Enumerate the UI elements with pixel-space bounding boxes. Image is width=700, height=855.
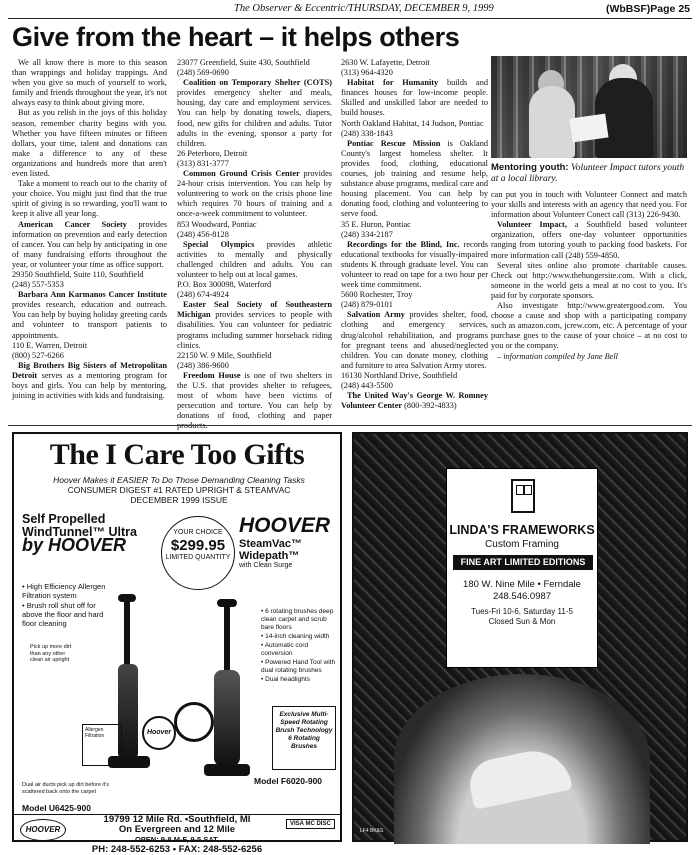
article-column-4 bbox=[491, 190, 687, 420]
article-paragraph bbox=[341, 129, 488, 139]
organization-name: Easter Seal Society of Southeastern Michigan bbox=[177, 300, 332, 320]
organization-name: American Cancer Society bbox=[18, 219, 127, 229]
article-paragraph bbox=[341, 230, 488, 240]
model-number-windtunnel: Model U6425-900 bbox=[22, 803, 91, 813]
paragraph-text: (248) 674-4924 bbox=[177, 290, 229, 300]
paragraph-text: But as you relish in the joys of this holiday season, remember charity begins with you. Whether you have fifteen minutes or fifteen dollars, your time, talent and donations can make a difference to any of these organizations and hundreds more that aren't even listed. bbox=[12, 108, 167, 179]
steamvac-base bbox=[204, 764, 250, 776]
model-number-steamvac: Model F6020-900 bbox=[254, 776, 323, 786]
article-paragraph bbox=[177, 240, 332, 280]
article-paragraph bbox=[12, 270, 167, 280]
paragraph-text: Several sites online also promote charitable causes. Check out http://www.thehungersite.com. With a click, someone in the world gets a meal at no cost to you. It's paid for by corporate sponsors. bbox=[491, 260, 687, 300]
article-paragraph bbox=[12, 108, 167, 179]
frameworks-advertisement bbox=[352, 432, 688, 842]
feature-item: • Powered Hand Tool with dual rotating brushes bbox=[261, 659, 336, 674]
organization-name: Special Olympics bbox=[183, 239, 255, 249]
paragraph-text: 853 Woodward, Pontiac bbox=[177, 219, 257, 229]
frame-logo-icon bbox=[511, 479, 535, 513]
article-paragraph bbox=[177, 159, 332, 169]
steamvac-features bbox=[261, 608, 337, 685]
paragraph-text: provides information on prevention and early detection of cancer. You can help by anticipating in one of many fundraising efforts throughout the year, or volunteer your time as office support. bbox=[12, 219, 167, 269]
article-paragraph bbox=[177, 220, 332, 230]
windtunnel-features bbox=[22, 582, 118, 629]
article-paragraph bbox=[341, 58, 488, 68]
paragraph-text: provides 24-hour crisis intervention. You can help by volunteering to work on the crisis phone line which requires 70 hours of training and a once-a-week commitment to volunteer. bbox=[177, 169, 332, 219]
price-burst bbox=[161, 516, 235, 590]
shop-phone: 248.546.0987 bbox=[492, 591, 552, 602]
windtunnel-line-2: WindTunnel™ Ultra bbox=[22, 525, 137, 539]
burst-note: LIMITED QUANTITY bbox=[165, 554, 231, 561]
caption-lead: Mentoring youth: bbox=[491, 162, 569, 173]
article-paragraph bbox=[341, 119, 488, 129]
paragraph-text: 23077 Greenfield, Suite 430, Southfield bbox=[177, 58, 310, 67]
ad-subtitle-line-2: CONSUMER DIGEST #1 RATED UPRIGHT & STEAMVAC bbox=[67, 485, 291, 495]
feature-item: • 14-inch cleaning width bbox=[261, 633, 330, 640]
feature-item: • Brush roll shut off for above the floor and hard floor cleaning bbox=[22, 601, 104, 628]
article-paragraph bbox=[12, 290, 167, 340]
paragraph-text: can put you in touch with Volunteer Connect and match your skills and interests with an agency that need you. For information about Volunteer Conect call (313) 226-9430. bbox=[491, 190, 687, 220]
mentoring-photo bbox=[491, 56, 687, 158]
paragraph-text: 2630 W. Lafayette, Detroit bbox=[341, 58, 430, 67]
article-paragraph bbox=[12, 179, 167, 219]
paragraph-text: Also investigate http://www.greatergood.com. You choose a cause and shop with a participating company such as amazon.com, jcrew.com, etc. A percentage of your purchase goes to the cause of your choice – at no cost to you or the company. bbox=[491, 301, 687, 351]
paragraph-text: provides emergency shelter and meals, housing, day care and employment services. You can help by donating towels, diapers, food, new gifts for children and adults. Tutor adults in the evening, sponsor a party for children. bbox=[177, 88, 332, 148]
paragraph-text: is Oakland County's largest homeless shelter. It provides food, clothing, educational courses, job training and resume help, substance abuse programs, medical care and housing placement. You can help by donating food, clothing and volunteering to serve food. bbox=[341, 138, 488, 219]
article-paragraph bbox=[177, 300, 332, 350]
article-paragraph bbox=[177, 68, 332, 78]
article-paragraph bbox=[341, 240, 488, 290]
store-cross-streets: On Evergreen and 12 Mile bbox=[118, 824, 236, 835]
paragraph-text: (248) 386-9600 bbox=[177, 360, 229, 370]
paragraph-text: (248) 569-0690 bbox=[177, 68, 229, 78]
steamvac-handle bbox=[224, 604, 230, 674]
pickup-note: Pick up more dirt than any other clean air upright bbox=[30, 644, 72, 663]
steamvac-tag: with Clean Surge bbox=[239, 562, 293, 569]
organization-name: Common Ground Crisis Center bbox=[183, 169, 300, 179]
burst-label: YOUR CHOICE bbox=[173, 529, 223, 536]
article-paragraph bbox=[177, 230, 332, 240]
article-column-3 bbox=[341, 58, 488, 423]
feature-item: • Dual headlights bbox=[261, 676, 310, 683]
masthead-paper: The Observer & Eccentric/THURSDAY, DECEMBER 9, 1999 bbox=[234, 3, 494, 14]
shop-tagline: Custom Framing bbox=[485, 539, 559, 550]
paragraph-text: 5600 Rochester, Troy bbox=[341, 290, 413, 300]
paragraph-text: (313) 831-3777 bbox=[177, 158, 229, 168]
article-paragraph bbox=[491, 261, 687, 301]
organization-name: Habitat for Humanity bbox=[347, 78, 439, 88]
article-paragraph bbox=[177, 351, 332, 361]
paragraph-text: North Oakland Habitat, 14 Judson, Pontiac bbox=[341, 118, 484, 128]
caption-text: Volunteer Impact tutors youth at a local library. bbox=[491, 163, 685, 184]
paragraph-text: (800) 527-6266 bbox=[12, 350, 64, 360]
article-paragraph bbox=[341, 310, 488, 371]
organization-name: Big Brothers Big Sisters of Metropolitan Detroit bbox=[12, 360, 167, 380]
filtration-inset: Allergen Filtration bbox=[82, 724, 122, 766]
article-paragraph bbox=[491, 352, 687, 362]
article-paragraph bbox=[177, 149, 332, 159]
ad-subtitle-line-3: DECEMBER 1999 ISSUE bbox=[130, 495, 228, 505]
organization-name: Volunteer Impact, bbox=[497, 220, 567, 230]
paragraph-text: (248) 879-0101 bbox=[341, 300, 393, 310]
store-street: 19799 12 Mile Rd. •Southfield, MI bbox=[103, 814, 251, 825]
windtunnel-line-1: Self Propelled bbox=[22, 512, 106, 526]
article-paragraph bbox=[177, 58, 332, 68]
paragraph-text: (800-392-4833) bbox=[404, 401, 457, 411]
organization-name: Pontiac Rescue Mission bbox=[347, 138, 441, 148]
organization-name: Recordings for the Blind, Inc. bbox=[347, 239, 460, 249]
article-paragraph bbox=[177, 290, 332, 300]
feature-item: • Automatic cord conversion bbox=[261, 642, 309, 657]
article-paragraph bbox=[12, 220, 167, 270]
article-paragraph bbox=[341, 371, 488, 381]
shop-hours bbox=[447, 607, 597, 627]
photo-caption bbox=[491, 162, 687, 185]
paragraph-text: (248) 557-5353 bbox=[12, 280, 64, 290]
paragraph-text: (248) 338-1843 bbox=[341, 128, 393, 138]
article-paragraph bbox=[177, 169, 332, 219]
ad-title: The I Care Too Gifts bbox=[49, 438, 305, 471]
shop-hours-closed: Closed Sun & Mon bbox=[488, 617, 556, 626]
paragraph-text: a Southfield based volunteer organization, offers one-day volunteer opportunities ranging from tutoring youth to packing food baskets. For more information call (248) 559-4850. bbox=[491, 220, 687, 260]
paragraph-text: 35 E. Huron, Pontiac bbox=[341, 219, 411, 229]
organization-name: Freedom House bbox=[183, 370, 241, 380]
windtunnel-heading bbox=[22, 512, 137, 555]
article-paragraph bbox=[341, 68, 488, 78]
paragraph-text: 29350 Southfield, Suite 110, Southfield bbox=[12, 269, 144, 279]
masthead-edition: (WbBSF)Page 25 bbox=[605, 3, 690, 15]
article-paragraph bbox=[12, 280, 167, 290]
frameworks-panel bbox=[446, 468, 598, 668]
organization-name: Coalition on Temporary Shelter (COTS) bbox=[183, 78, 332, 88]
article-paragraph bbox=[491, 301, 687, 351]
steamvac-hose bbox=[174, 702, 214, 742]
masthead bbox=[8, 3, 692, 19]
rotating-brush-badge bbox=[272, 706, 336, 770]
article-paragraph bbox=[177, 78, 332, 149]
steamvac-body bbox=[214, 670, 240, 766]
air-duct-note: Dual air ducts pick up dirt before it's scattered back onto the carpet bbox=[22, 782, 109, 795]
paragraph-text: – information compiled by Jane Bell bbox=[497, 351, 618, 361]
feature-item: • 6 rotating brushes deep clean carpet and scrub bare floors bbox=[261, 608, 334, 631]
shop-hours-open: Tues-Fri 10-6, Saturday 11-5 bbox=[471, 607, 573, 616]
ad-subtitle-line-1: Hoover Makes it EASIER To Do Those Demanding Cleaning Tasks bbox=[53, 475, 305, 485]
windtunnel-vacuum-handle bbox=[124, 599, 130, 669]
paragraph-text: Take a moment to reach out to the charity of your choice. You might just find that the true spirit of giving is so rewarding, you'll want to keep it alive all year long. bbox=[12, 179, 167, 219]
article-paragraph bbox=[12, 361, 167, 401]
article-paragraph bbox=[341, 391, 488, 411]
steamvac-model: SteamVac™ Widepath™ bbox=[239, 538, 302, 562]
article-paragraph bbox=[12, 351, 167, 361]
article-column-2 bbox=[177, 58, 333, 431]
hoover-advertisement bbox=[12, 432, 342, 855]
ad-code: LF4 BK&S bbox=[360, 828, 384, 834]
shop-street: 180 W. Nine Mile • Ferndale bbox=[463, 579, 581, 590]
badge-foot: 6 Rotating Brushes bbox=[288, 735, 320, 750]
ad-subtitle bbox=[24, 475, 334, 505]
paragraph-text: is one of two shelters in the U.S. that provides shelter to refugees, most of whom have been victims of persecution and torture. You can help by donations of food, clothing and paper products. bbox=[177, 370, 332, 431]
feature-item: • High Efficiency Allergen Filtration system bbox=[22, 582, 106, 600]
steamvac-brand: HOOVER bbox=[239, 514, 331, 537]
paragraph-text: serves as a mentoring program for boys and girls. You can help by mentoring, joining in activities with kids and fundraising. bbox=[12, 370, 167, 401]
article-paragraph bbox=[341, 300, 488, 310]
organization-name: Salvation Army bbox=[347, 310, 405, 320]
article-paragraph bbox=[341, 78, 488, 118]
paragraph-text: provides research, education and outreach. You can help by buying holiday greeting cards and volunteer to transport patients to appointments. bbox=[12, 300, 167, 340]
article-paragraph bbox=[341, 290, 488, 300]
store-address bbox=[72, 815, 282, 855]
paragraph-text: 22150 W. 9 Mile, Southfield bbox=[177, 350, 272, 360]
paragraph-text: 16130 Northland Drive, Southfield bbox=[341, 370, 458, 380]
article-column-1 bbox=[12, 58, 167, 423]
paragraph-text: (248) 334-2187 bbox=[341, 229, 393, 239]
paragraph-text: P.O. Box 300098, Waterford bbox=[177, 280, 272, 290]
paragraph-text: provides athletic activities to mentally and physically challenged children and adults. You can volunteer to help out at local games. bbox=[177, 239, 333, 279]
payment-cards: VISA MC DISC bbox=[286, 819, 335, 829]
steamvac-heading bbox=[239, 514, 340, 569]
windtunnel-brand: by HOOVER bbox=[22, 535, 127, 555]
article-paragraph bbox=[177, 361, 332, 371]
article-paragraph bbox=[491, 190, 687, 220]
article-headline: Give from the heart – it helps others bbox=[12, 22, 460, 52]
article-paragraph bbox=[177, 371, 332, 432]
store-logo: HOOVER bbox=[20, 819, 66, 841]
article-paragraph bbox=[12, 58, 167, 108]
paragraph-text: (248) 456-8128 bbox=[177, 229, 229, 239]
store-footer bbox=[14, 814, 340, 855]
paragraph-text: (313) 964-4320 bbox=[341, 68, 393, 78]
burst-price: $299.95 bbox=[170, 537, 226, 554]
store-phone: PH: 248-552-6253 • FAX: 248-552-6256 bbox=[91, 844, 263, 855]
article-paragraph bbox=[341, 139, 488, 220]
hoover-logo: Hoover bbox=[142, 716, 176, 750]
article-paragraph bbox=[177, 280, 332, 290]
section-divider bbox=[8, 425, 692, 426]
article-paragraph bbox=[341, 381, 488, 391]
organization-name: Barbara Ann Karmanos Cancer Institute bbox=[18, 290, 167, 300]
paragraph-text: (248) 443-5500 bbox=[341, 381, 393, 390]
paragraph-text: records educational textbooks for visually-impaired students K through graduate level. You can volunteer to read on tape for a two hour per week time commitment. bbox=[341, 239, 488, 290]
shop-address bbox=[447, 579, 597, 603]
store-hours: OPEN: 9-8 M-F, 9-5 SAT. bbox=[134, 835, 220, 844]
paragraph-text: provides shelter, food, clothing and emergency services, drug/alcohol rehabilitation, and programs for pregnant teens and abused/neglected children. You can donate money, clothing and furniture to area Salvation Army stores. bbox=[341, 310, 488, 370]
article-paragraph bbox=[12, 341, 167, 351]
paragraph-text: provides services to people with disabilities. You can volunteer for pediatric programs including summer horseback riding clinics. bbox=[177, 310, 332, 350]
organization-name: The United Way's George W. Romney Volunteer Center bbox=[341, 391, 488, 411]
paragraph-text: 110 E. Warren, Detroit bbox=[12, 340, 88, 350]
article-paragraph bbox=[491, 220, 687, 260]
paragraph-text: 26 Peterboro, Detroit bbox=[177, 148, 248, 158]
article-paragraph bbox=[341, 220, 488, 230]
badge-text: Exclusive Multi-Speed Rotating Brush Technology bbox=[275, 711, 333, 734]
limited-editions-banner: FINE ART LIMITED EDITIONS bbox=[453, 555, 593, 570]
paragraph-text: We all know there is more to this season than wrappings and holiday trappings. And when you give so much of yourself to work, family and friends throughout the year, it's not always easy to think about giving more. bbox=[12, 58, 167, 108]
shop-name: LINDA'S FRAMEWORKS bbox=[449, 523, 595, 537]
paragraph-text: builds and finances houses for low-income people. Skilled and unskilled labor are needed to build houses. bbox=[341, 78, 488, 118]
